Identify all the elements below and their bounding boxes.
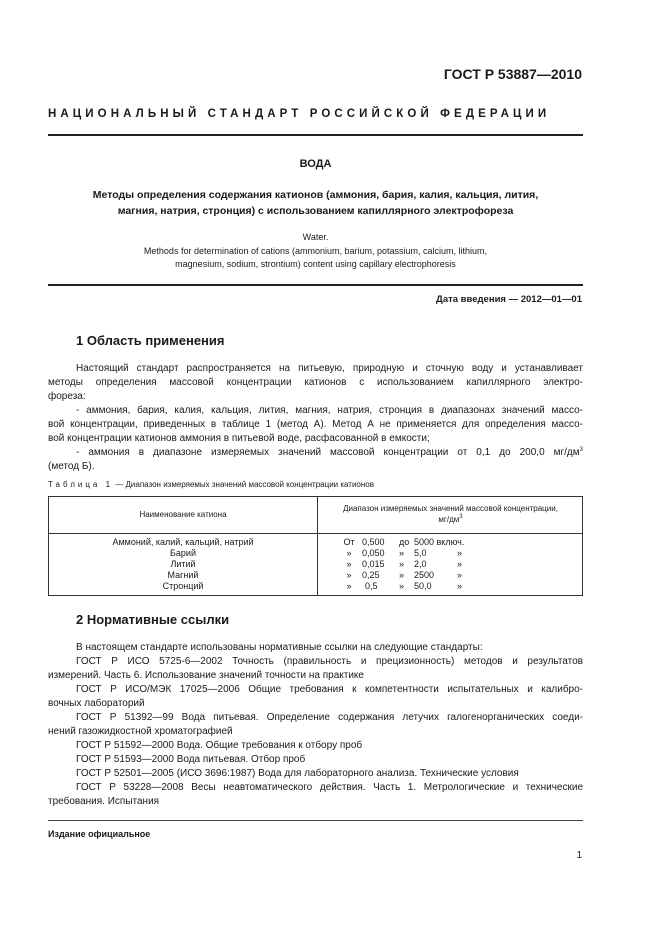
range-to-prefix: » <box>399 559 405 569</box>
reference-line: ГОСТ Р 51593—2000 Вода питьевая. Отбор проб <box>76 754 306 765</box>
range-suffix: » <box>457 548 463 558</box>
introduction-date: Дата введения — 2012—01—01 <box>436 294 582 305</box>
section-2-heading: 2 Нормативные ссылки <box>76 612 230 627</box>
range-suffix: » <box>457 570 463 580</box>
paragraph-line: (метод Б). <box>48 461 95 472</box>
reference-line: ГОСТ Р 51392—99 Вода питьевая. Определение содержания летучих галогенорганических соеди- <box>76 712 583 723</box>
superscript: 3 <box>459 514 463 520</box>
english-title-line: Methods for determination of cations (ammonium, barium, potassium, calcium, lithium, <box>143 245 488 256</box>
paragraph-line <box>76 446 583 460</box>
reference-line: ГОСТ Р ИСО/МЭК 17025—2006 Общие требования к компетентности испытательных и калибро- <box>76 684 583 695</box>
range-to: 2500 <box>414 570 435 580</box>
footer-rule <box>48 820 583 821</box>
paragraph-text: - аммония в диапазоне измеряемых значений массовой концентрации от 0,1 до 200,0 мг/дм <box>76 447 580 458</box>
range-to: 5,0 <box>414 548 427 558</box>
document-title: ВОДА <box>299 158 332 170</box>
paragraph-line: вой концентрации катионов аммония в питьевой воде, расфасованной в емкости; <box>48 433 430 444</box>
table-cell-cation: Магний <box>167 570 199 580</box>
header-line: Диапазон измеряемых значений массовой концентрации, <box>343 504 558 513</box>
range-from: 0,5 <box>365 581 378 591</box>
range-prefix: » <box>346 548 352 558</box>
table-caption <box>48 480 374 489</box>
superscript: 3 <box>579 447 583 453</box>
paragraph-line: методы определения массовой концентрации катионов с использованием капиллярного электро- <box>48 377 583 388</box>
range-to: 50,0 <box>414 581 432 591</box>
table-cell-cation: Стронций <box>162 581 204 591</box>
national-standard-banner: НАЦИОНАЛЬНЫЙ СТАНДАРТ РОССИЙСКОЙ ФЕДЕРАЦИИ <box>48 108 551 120</box>
reference-line: ГОСТ Р 52501—2005 (ИСО 3696:1987) Вода для лабораторного анализа. Технические условия <box>76 768 519 779</box>
header-line <box>318 514 583 525</box>
range-prefix: » <box>346 581 352 591</box>
table-cell-cation: Аммоний, калий, кальций, натрий <box>112 537 254 547</box>
range-from: 0,050 <box>362 548 385 558</box>
range-to-prefix: до <box>399 537 410 547</box>
range-suffix: » <box>457 559 463 569</box>
reference-line: ГОСТ Р 53228—2008 Весы неавтоматического действия. Часть 1. Метрологические и технические <box>76 782 583 793</box>
range-prefix: » <box>346 570 352 580</box>
range-from: 0,500 <box>362 537 385 547</box>
table-header-range <box>318 503 583 525</box>
title-rule <box>48 284 583 286</box>
table-cell-cation: Барий <box>170 548 196 558</box>
paragraph-line: фореза: <box>48 391 86 402</box>
range-suffix: » <box>457 581 463 591</box>
range-to-prefix: » <box>399 548 405 558</box>
range-to: 2,0 <box>414 559 427 569</box>
range-to-prefix: » <box>399 581 405 591</box>
english-title-line: magnesium, sodium, strontium) content using capillary electrophoresis <box>175 259 456 269</box>
standard-number: ГОСТ Р 53887—2010 <box>443 66 582 82</box>
paragraph-line: вой концентрации, приведенных в таблице 1 (метод А). Метод А не применяется для определения массо- <box>48 419 583 430</box>
cations-table <box>48 496 583 596</box>
reference-line: В настоящем стандарте использованы нормативные ссылки на следующие стандарты: <box>76 642 483 653</box>
range-from: 0,25 <box>362 570 380 580</box>
english-title <box>48 231 583 272</box>
reference-line: вочных лабораторий <box>48 698 145 709</box>
range-to: 5000 включ. <box>414 537 465 547</box>
table-caption-label: Таблица 1 <box>48 480 114 489</box>
header-unit: мг/дм <box>438 515 460 524</box>
reference-line: нений газожидкостной хроматографией <box>48 726 233 737</box>
subtitle-line: Методы определения содержания катионов (аммония, бария, калия, кальция, лития, <box>92 189 539 201</box>
paragraph-line: - аммония, бария, калия, кальция, лития, магния, натрия, стронция в диапазонах значений массо- <box>76 405 583 416</box>
reference-line: ГОСТ Р ИСО 5725-6—2002 Точность (правильность и прецизионность) методов и результатов <box>76 656 583 667</box>
page-number: 1 <box>576 850 582 861</box>
range-prefix: » <box>346 559 352 569</box>
table-caption-text: — Диапазон измеряемых значений массовой концентрации катионов <box>113 480 374 489</box>
table-header-cation: Наименование катиона <box>139 510 227 519</box>
range-to-prefix: » <box>399 570 405 580</box>
table-header-divider <box>49 533 582 534</box>
section-1-heading: 1 Область применения <box>76 333 225 348</box>
reference-line: требования. Испытания <box>48 796 160 807</box>
header-rule <box>48 134 583 136</box>
range-from: 0,015 <box>362 559 385 569</box>
paragraph-line: Настоящий стандарт распространяется на питьевую, природную и сточную воду и устанавливает <box>76 363 583 374</box>
reference-line: измерений. Часть 6. Использование значений точности на практике <box>48 670 364 681</box>
reference-line: ГОСТ Р 51592—2000 Вода. Общие требования к отбору проб <box>76 740 363 751</box>
english-title-line: Water. <box>302 232 329 242</box>
range-prefix: От <box>343 537 355 547</box>
subtitle-line: магния, натрия, стронция) с использованием капиллярного электрофореза <box>117 204 514 217</box>
document-subtitle <box>48 188 583 219</box>
table-cell-cation: Литий <box>170 559 196 569</box>
official-edition-note: Издание официальное <box>48 829 151 839</box>
